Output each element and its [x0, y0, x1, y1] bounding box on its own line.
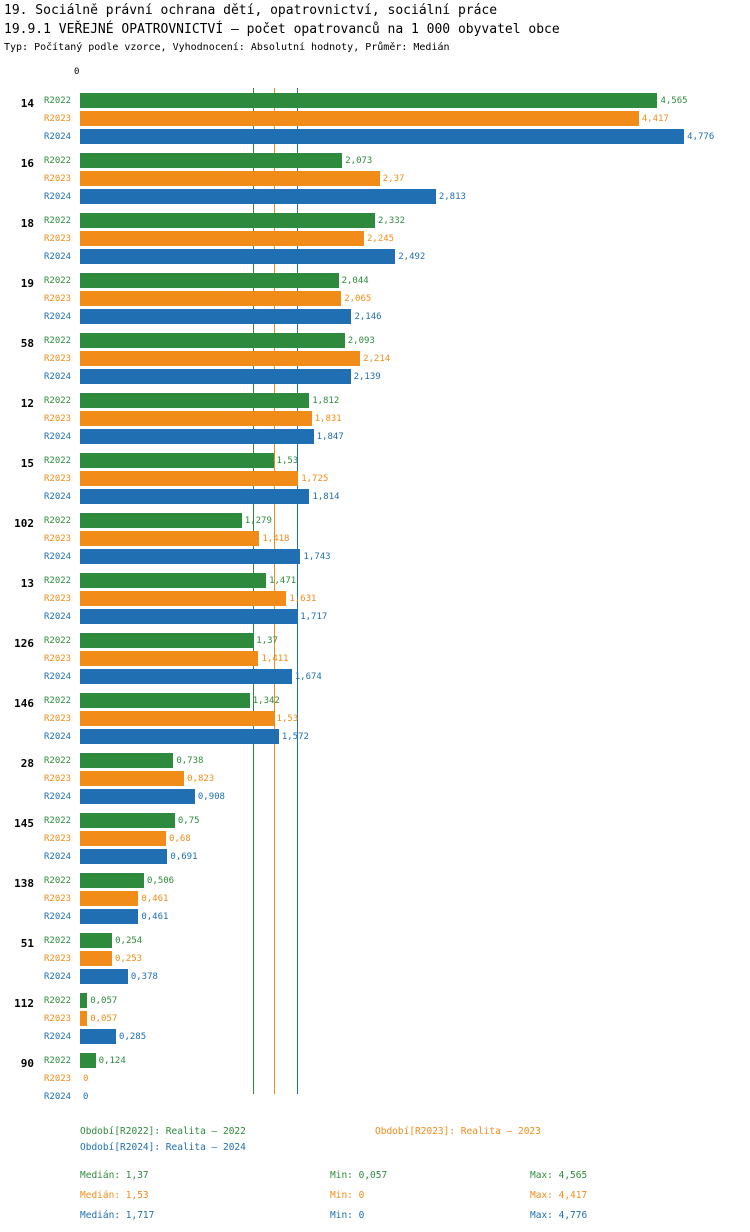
- chart-bar-row: [0, 512, 750, 530]
- bar-value-label: 1,342: [252, 696, 280, 706]
- series-label-R2024: R2024: [44, 132, 72, 142]
- bar-R2022[interactable]: [80, 933, 112, 948]
- series-label-R2024: R2024: [44, 732, 72, 742]
- series-label-R2023: R2023: [44, 174, 72, 184]
- bar-value-label: 1,812: [312, 396, 340, 406]
- bar-R2022[interactable]: [80, 693, 250, 708]
- series-label-R2024: R2024: [44, 1032, 72, 1042]
- chart-bar-row: [0, 890, 750, 908]
- series-label-R2024: R2024: [44, 1092, 72, 1102]
- series-label-R2022: R2022: [44, 1056, 72, 1066]
- chart-bar-row: [0, 752, 750, 770]
- chart-group: [0, 808, 750, 868]
- bar-value-label: 1,631: [289, 594, 317, 604]
- bar-value-label: 1,572: [281, 732, 309, 742]
- chart-bar-row: [0, 848, 750, 866]
- series-label-R2024: R2024: [44, 372, 72, 382]
- bar-value-label: 2,214: [363, 354, 391, 364]
- bar-value-label: 2,065: [344, 294, 372, 304]
- legend-stat-median: Medián: 1,717: [80, 1210, 155, 1221]
- chart-bar-row: [0, 650, 750, 668]
- bar-value-label: 0,253: [115, 954, 143, 964]
- series-label-R2023: R2023: [44, 114, 72, 124]
- bar-R2024[interactable]: [80, 489, 309, 504]
- legend-stat-min: Min: 0: [330, 1190, 365, 1201]
- series-label-R2022: R2022: [44, 216, 72, 226]
- chart-bar-row: [0, 950, 750, 968]
- bar-value-label: 2,37: [382, 174, 405, 184]
- chart-group: [0, 688, 750, 748]
- series-label-R2022: R2022: [44, 996, 72, 1006]
- group-label: 58: [20, 337, 34, 350]
- bar-R2024[interactable]: [80, 369, 351, 384]
- bar-value-label: 2,245: [366, 234, 395, 244]
- chart-bar-row: [0, 170, 750, 188]
- bar-value-label: 1,743: [303, 552, 331, 562]
- series-label-R2022: R2022: [44, 696, 72, 706]
- bar-value-label: 0,75: [177, 816, 200, 826]
- bar-value-label: 0,378: [130, 972, 158, 982]
- bar-R2024[interactable]: [80, 909, 138, 924]
- bar-R2024[interactable]: [80, 189, 436, 204]
- bar-R2023[interactable]: [80, 411, 312, 426]
- series-label-R2023: R2023: [44, 1074, 72, 1084]
- group-label: 102: [14, 517, 34, 530]
- chart-subtitle: Typ: Počítaný podle vzorce, Vyhodnocení: Absolutní hodnoty, Průměr: Medián: [4, 42, 450, 53]
- chart-group: [0, 628, 750, 688]
- chart-bar-row: [0, 290, 750, 308]
- series-label-R2024: R2024: [44, 192, 72, 202]
- group-label: 146: [14, 697, 34, 710]
- bar-R2023[interactable]: [80, 831, 166, 846]
- chart-bar-row: [0, 1070, 750, 1088]
- series-label-R2023: R2023: [44, 534, 72, 544]
- chart-bar-row: [0, 968, 750, 986]
- bar-value-label: 0: [83, 1074, 89, 1084]
- chart-bar-row: [0, 92, 750, 110]
- bar-value-label: 0,823: [187, 774, 215, 784]
- series-label-R2023: R2023: [44, 774, 72, 784]
- group-label: 126: [14, 637, 34, 650]
- bar-value-label: 1,53: [276, 456, 299, 466]
- bar-value-label: 0,057: [90, 1014, 118, 1024]
- legend-item: Období[R2023]: Realita – 2023: [375, 1126, 541, 1137]
- bar-value-label: 1,831: [314, 414, 342, 424]
- bar-R2024[interactable]: [80, 129, 684, 144]
- chart-bar-row: [0, 770, 750, 788]
- bar-R2022[interactable]: [80, 393, 309, 408]
- bar-R2023[interactable]: [80, 351, 360, 366]
- bar-value-label: 1,418: [262, 534, 290, 544]
- bar-value-label: 0: [83, 1092, 89, 1102]
- series-label-R2024: R2024: [44, 252, 72, 262]
- bar-value-label: 1,847: [316, 432, 344, 442]
- group-label: 145: [14, 817, 34, 830]
- bar-R2024[interactable]: [80, 429, 314, 444]
- chart-group: [0, 928, 750, 988]
- bar-value-label: 2,044: [341, 276, 369, 286]
- chart-bar-row: [0, 110, 750, 128]
- bar-R2023[interactable]: [80, 291, 341, 306]
- chart-bar-row: [0, 992, 750, 1010]
- bar-R2023[interactable]: [80, 231, 364, 246]
- bar-value-label: 2,146: [354, 312, 382, 322]
- bar-value-label: 4,776: [687, 132, 715, 142]
- chart-group: [0, 268, 750, 328]
- series-label-R2023: R2023: [44, 834, 72, 844]
- legend-stat-max: Max: 4,565: [530, 1170, 588, 1181]
- bar-R2024[interactable]: [80, 969, 128, 984]
- chart-bar-row: [0, 428, 750, 446]
- bar-value-label: 0,124: [98, 1056, 126, 1066]
- chart-bar-row: [0, 128, 750, 146]
- chart-group: [0, 388, 750, 448]
- chart-bar-row: [0, 188, 750, 206]
- group-label: 15: [20, 457, 34, 470]
- chart-group: [0, 208, 750, 268]
- bar-value-label: 2,813: [438, 192, 466, 202]
- chart-bar-row: [0, 488, 750, 506]
- bar-R2024[interactable]: [80, 309, 351, 324]
- chart-group: [0, 448, 750, 508]
- bar-value-label: 0,691: [170, 852, 198, 862]
- chart-bar-row: [0, 590, 750, 608]
- chart-bar-row: [0, 332, 750, 350]
- series-label-R2023: R2023: [44, 234, 72, 244]
- bar-R2024[interactable]: [80, 249, 395, 264]
- bar-value-label: 0,254: [115, 936, 143, 946]
- series-label-R2024: R2024: [44, 972, 72, 982]
- chart-group: [0, 868, 750, 928]
- bar-value-label: 0,461: [141, 894, 169, 904]
- series-label-R2022: R2022: [44, 816, 72, 826]
- bar-R2023[interactable]: [80, 171, 380, 186]
- legend-stat-max: Max: 4,776: [530, 1210, 588, 1221]
- bar-value-label: 1,411: [261, 654, 289, 664]
- bar-R2022[interactable]: [80, 573, 266, 588]
- bar-R2024[interactable]: [80, 789, 195, 804]
- series-label-R2023: R2023: [44, 894, 72, 904]
- bar-value-label: 0,285: [119, 1032, 147, 1042]
- bar-value-label: 1,37: [256, 636, 278, 646]
- bar-value-label: 0,461: [141, 912, 169, 922]
- chart-bar-row: [0, 908, 750, 926]
- chart-bar-row: [0, 692, 750, 710]
- bar-R2022[interactable]: [80, 753, 173, 768]
- chart-bar-row: [0, 632, 750, 650]
- group-label: 16: [20, 157, 34, 170]
- series-label-R2022: R2022: [44, 756, 72, 766]
- chart-group: [0, 568, 750, 628]
- bar-value-label: 1,725: [301, 474, 329, 484]
- series-label-R2024: R2024: [44, 792, 72, 802]
- chart-bar-row: [0, 1052, 750, 1070]
- series-label-R2022: R2022: [44, 156, 72, 166]
- bar-R2024[interactable]: [80, 849, 167, 864]
- bar-R2023[interactable]: [80, 1011, 87, 1026]
- bar-R2023[interactable]: [80, 951, 112, 966]
- series-label-R2022: R2022: [44, 636, 72, 646]
- bar-R2022[interactable]: [80, 93, 657, 108]
- bar-R2022[interactable]: [80, 1053, 96, 1068]
- bar-value-label: 1,717: [300, 612, 328, 622]
- group-label: 51: [20, 937, 34, 950]
- series-label-R2024: R2024: [44, 612, 72, 622]
- bar-value-label: 1,674: [294, 672, 322, 682]
- series-label-R2022: R2022: [44, 396, 72, 406]
- chart-bar-row: [0, 470, 750, 488]
- series-label-R2022: R2022: [44, 576, 72, 586]
- series-label-R2022: R2022: [44, 516, 72, 526]
- group-label: 112: [14, 997, 34, 1010]
- bar-value-label: 2,492: [398, 252, 426, 262]
- bar-R2022[interactable]: [80, 993, 87, 1008]
- bar-R2023[interactable]: [80, 891, 138, 906]
- series-label-R2024: R2024: [44, 852, 72, 862]
- bar-R2022[interactable]: [80, 873, 144, 888]
- bar-R2024[interactable]: [80, 1029, 116, 1044]
- chart-group: [0, 1048, 750, 1108]
- chart-bar-row: [0, 410, 750, 428]
- bar-value-label: 0,908: [197, 792, 225, 802]
- bar-R2023[interactable]: [80, 111, 639, 126]
- legend-stat-max: Max: 4,417: [530, 1190, 588, 1201]
- legend-stat-min: Min: 0: [330, 1210, 365, 1221]
- series-label-R2024: R2024: [44, 492, 72, 502]
- bar-R2024[interactable]: [80, 729, 279, 744]
- series-label-R2024: R2024: [44, 672, 72, 682]
- bar-R2024[interactable]: [80, 549, 300, 564]
- bar-R2022[interactable]: [80, 153, 342, 168]
- chart-bar-row: [0, 668, 750, 686]
- chart-bar-row: [0, 788, 750, 806]
- bar-R2022[interactable]: [80, 813, 175, 828]
- bar-value-label: 4,565: [660, 96, 688, 106]
- legend-stat-median: Medián: 1,37: [80, 1170, 149, 1181]
- bar-R2022[interactable]: [80, 333, 345, 348]
- legend-stat-min: Min: 0,057: [330, 1170, 388, 1181]
- chart-bar-row: [0, 308, 750, 326]
- series-label-R2023: R2023: [44, 354, 72, 364]
- bar-R2022[interactable]: [80, 633, 253, 648]
- chart-bar-row: [0, 548, 750, 566]
- chart-bar-row: [0, 872, 750, 890]
- bar-R2023[interactable]: [80, 711, 274, 726]
- series-label-R2023: R2023: [44, 594, 72, 604]
- chart-bar-row: [0, 1028, 750, 1046]
- group-label: 13: [20, 577, 34, 590]
- bar-R2023[interactable]: [80, 651, 258, 666]
- chart-bar-row: [0, 812, 750, 830]
- chart-bar-row: [0, 392, 750, 410]
- chart-title-line2: 19.9.1 VEŘEJNÉ OPATROVNICTVÍ – počet opatrovanců na 1 000 obyvatel obce: [4, 22, 560, 37]
- bar-R2024[interactable]: [80, 609, 297, 624]
- chart-bar-row: [0, 212, 750, 230]
- series-label-R2022: R2022: [44, 276, 72, 286]
- chart-bar-row: [0, 152, 750, 170]
- chart-bar-row: [0, 728, 750, 746]
- group-label: 19: [20, 277, 34, 290]
- bar-value-label: 0,506: [147, 876, 175, 886]
- series-label-R2023: R2023: [44, 414, 72, 424]
- group-label: 14: [20, 97, 34, 110]
- chart-bar-row: [0, 272, 750, 290]
- chart-group: [0, 148, 750, 208]
- bar-value-label: 1,814: [312, 492, 340, 502]
- bar-R2024[interactable]: [80, 669, 292, 684]
- bar-value-label: 2,073: [345, 156, 373, 166]
- series-label-R2024: R2024: [44, 312, 72, 322]
- bar-value-label: 1,53: [276, 714, 299, 724]
- bar-value-label: 4,417: [641, 114, 669, 124]
- chart-group: [0, 748, 750, 808]
- bar-R2022[interactable]: [80, 453, 274, 468]
- chart-bar-row: [0, 572, 750, 590]
- chart-bar-row: [0, 608, 750, 626]
- chart-title-line1: 19. Sociálně právní ochrana dětí, opatrovnictví, sociální práce: [4, 3, 498, 18]
- chart-group: [0, 508, 750, 568]
- series-label-R2023: R2023: [44, 294, 72, 304]
- chart-group: [0, 328, 750, 388]
- bar-R2022[interactable]: [80, 273, 339, 288]
- chart-group: [0, 88, 750, 148]
- bar-value-label: 0,68: [169, 834, 191, 844]
- chart-bar-row: [0, 830, 750, 848]
- group-label: 18: [20, 217, 34, 230]
- series-label-R2023: R2023: [44, 714, 72, 724]
- series-label-R2023: R2023: [44, 654, 72, 664]
- chart-bar-row: [0, 248, 750, 266]
- series-label-R2024: R2024: [44, 432, 72, 442]
- group-label: 138: [14, 877, 34, 890]
- series-label-R2023: R2023: [44, 474, 72, 484]
- series-label-R2022: R2022: [44, 336, 72, 346]
- chart-group: [0, 988, 750, 1048]
- chart-bar-row: [0, 350, 750, 368]
- series-label-R2024: R2024: [44, 552, 72, 562]
- chart-bar-row: [0, 452, 750, 470]
- series-label-R2022: R2022: [44, 876, 72, 886]
- chart-bar-row: [0, 230, 750, 248]
- legend-item: Období[R2022]: Realita – 2022: [80, 1126, 246, 1137]
- chart-bar-row: [0, 1010, 750, 1028]
- chart-bar-row: [0, 530, 750, 548]
- chart-bar-row: [0, 368, 750, 386]
- bar-value-label: 0,057: [90, 996, 118, 1006]
- series-label-R2023: R2023: [44, 954, 72, 964]
- bar-value-label: 1,279: [244, 516, 272, 526]
- bar-R2023[interactable]: [80, 771, 184, 786]
- bar-value-label: 2,093: [347, 336, 375, 346]
- bar-value-label: 2,139: [353, 372, 381, 382]
- chart-bar-row: [0, 1088, 750, 1106]
- series-label-R2022: R2022: [44, 936, 72, 946]
- chart-bar-row: [0, 932, 750, 950]
- chart-bar-row: [0, 710, 750, 728]
- bar-R2023[interactable]: [80, 531, 259, 546]
- bar-value-label: 1,471: [269, 576, 297, 586]
- group-label: 28: [20, 757, 34, 770]
- group-label: 12: [20, 397, 34, 410]
- series-label-R2022: R2022: [44, 456, 72, 466]
- bar-R2022[interactable]: [80, 513, 242, 528]
- bar-R2023[interactable]: [80, 591, 286, 606]
- axis-zero-label: 0: [74, 67, 80, 77]
- series-label-R2022: R2022: [44, 96, 72, 106]
- bar-value-label: 0,738: [176, 756, 204, 766]
- legend-stat-median: Medián: 1,53: [80, 1190, 149, 1201]
- series-label-R2024: R2024: [44, 912, 72, 922]
- bar-value-label: 2,332: [377, 216, 406, 226]
- series-label-R2023: R2023: [44, 1014, 72, 1024]
- group-label: 90: [20, 1057, 34, 1070]
- bar-R2023[interactable]: [80, 471, 298, 486]
- bar-R2022[interactable]: [80, 213, 375, 228]
- legend-item: Období[R2024]: Realita – 2024: [80, 1142, 246, 1153]
